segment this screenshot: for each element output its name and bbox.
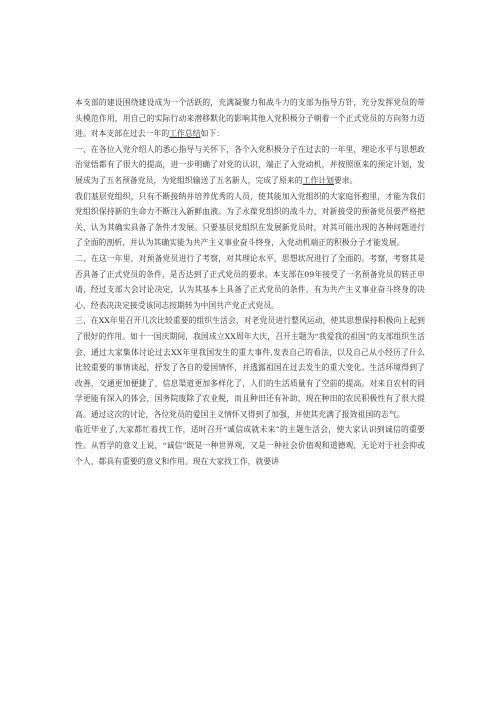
intro-paragraph [75,95,425,142]
work-summary-link[interactable]: 工作总结 [169,129,201,139]
grassroots-text: 我们基层党组织，只有不断接纳并培养优秀的人员，使其能加入党组织的大家庭怀抱里，才能为我们党组织保持新的生命力不断注入新鲜血液。为了永葆党组织的战斗力，对新接受的预备党员要严格把关，认为其确实具备了条件才发展。只要基层党组织在发展新党员时，对其可能出现的各种问题进行了全面的剖析，并认为其确实能为共产主义事业奋斗终身，入党动机端正的积极分子才能发展。 [75,191,425,248]
section-two-paragraph [75,251,425,313]
section-three-text: 三、在XX年里召开几次比较重要的组织生活会，对老党员进行整风运动，使其思想保持积极向上起到了很好的作用。如十一国庆期间，我国成立XX周年大庆，召开主题为“我爱我的祖国”的支部组织生活会，通过大家集体讨论过去XX年里我国发生的重大事件,发表自己的看法，以及自己从小经历了什么比较重要的事情谈起，抒发了各自的爱国情怀，并透露祖国在过去发生的重大变化。生活环境得到了改善，交通更加便捷了，信息渠道更加多样化了，人们的生活质量有了空前的提高。对来自农村的同学更能有深入的体会，国务院废除了农业税，而且种田还有补助，现在种田的农民积极性有了很大提高。通过这次的讨论，各位党员的爱国主义情怀又得到了加强，并使其充满了报效祖国的志气。 [75,316,425,419]
graduation-paragraph [75,422,425,469]
document-page [75,95,425,469]
graduation-text: 临近毕业了,大家都忙着找工作，适时召开“诚信成就未来”的主题生活会，使大家认识到诚信的重要性。从哲学的意义上说，“诚信”既是一种世界观，又是一种社会价值观和道德观，无论对于社会抑或个人，都具有重要的意义和作用。现在大家找工作，就要讲 [75,425,425,466]
intro-text-end: 如下： [200,129,225,139]
section-three-paragraph [75,313,425,422]
section-one-text: 一、在各位入党介绍人的悉心指导与关怀下，各个入党积极分子在过去的一年里，理论水平与思想政治觉悟都有了很大的提高，进一步明确了对党的认识，端正了入党动机，并按照原来的预定计划，发展成为了五名预备党员，为党组织输送了五名新人，完成了原来的 [75,144,425,185]
section-one-paragraph [75,142,425,189]
section-one-text-end: 要求。 [333,175,358,185]
work-plan-link[interactable]: 工作计划 [302,175,334,185]
intro-text: 本支部的建设围绕建设成为一个活跃的，充满凝聚力和战斗力的支部为指导方针，充分发挥党员的带头模范作用，用自己的实际行动来潜移默化的影响其他入党积极分子朝着一个正式党员的方向努力迈进。对本支部在过去一年的 [75,98,425,139]
grassroots-paragraph [75,189,425,251]
section-two-text: 二、在这一年里，对预备党员进行了考察，对其理论水平，思想状况进行了全面的。考察，考察其是否具备了正式党员的条件，是否达到了正式党员的要求。本支部在09年接受了一名预备党员的转正申请，经过支部大会讨论决定，认为其基本上具备了正式党员的条件，有为共产主义事业奋斗终身的决心，经表决决定接受该同志按期转为中国共产党正式党员。 [75,253,425,310]
